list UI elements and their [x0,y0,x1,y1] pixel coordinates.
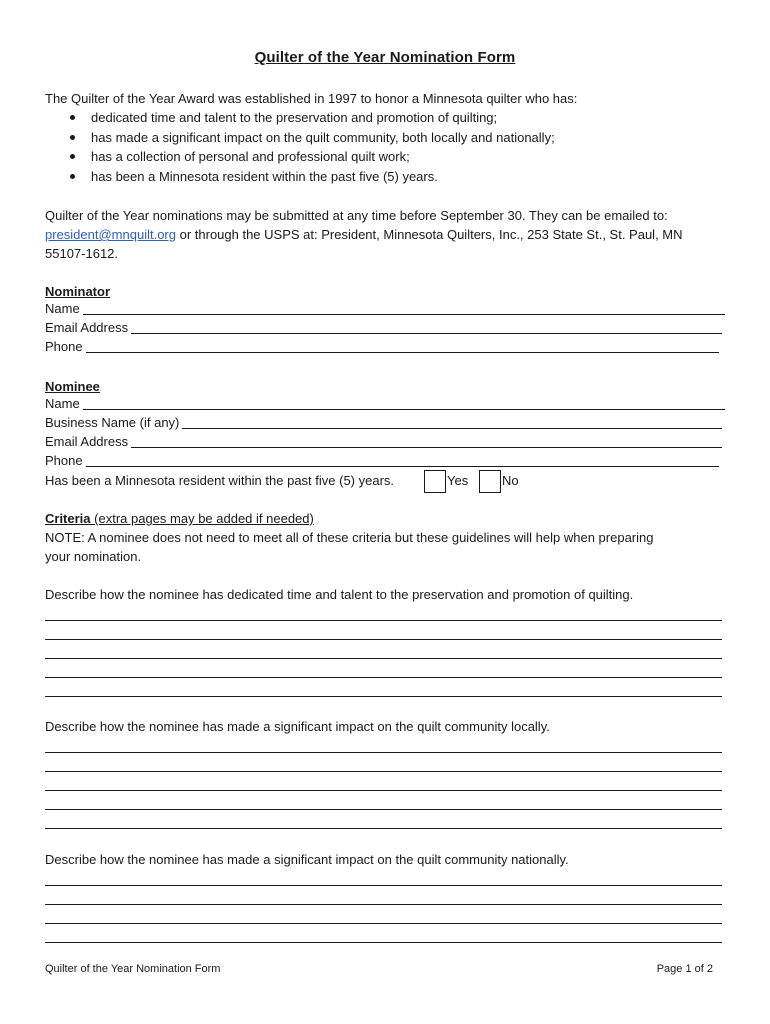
nominee-phone-input[interactable] [86,466,719,467]
nominator-name-input[interactable] [83,314,725,315]
award-criteria-list [68,108,555,187]
nominee-business-input[interactable] [182,428,722,429]
nominee-email-input[interactable] [131,447,722,448]
nominator-email-label: Email Address [45,320,129,335]
criteria-heading-line [45,509,314,528]
question-local-impact: Describe how the nominee has made a significant impact on the quilt community locally. [45,719,550,734]
answer-line[interactable] [45,677,722,678]
nominee-phone-label: Phone [45,453,83,468]
nominee-business-field [45,414,722,432]
criteria-note-line2: your nomination. [45,549,142,564]
nominee-heading: Nominee [45,379,100,394]
footer-form-title: Quilter of the Year Nomination Form [45,963,221,975]
nominee-email-label: Email Address [45,434,129,449]
nominator-email-input[interactable] [131,333,722,334]
answer-line[interactable] [45,639,722,640]
submission-text-line3: 55107-1612. [45,246,119,261]
criteria-heading: Criteria [45,511,91,526]
criteria-heading-note: (extra pages may be added if needed) [90,511,314,526]
nominee-name-label: Name [45,396,80,411]
answer-line[interactable] [45,658,722,659]
answer-line[interactable] [45,696,722,697]
criteria-note-line1: NOTE: A nominee does not need to meet all of these criteria but these guidelines will help when preparing [45,530,654,545]
nominee-name-field [45,395,725,413]
answer-line[interactable] [45,904,722,905]
resident-question: Has been a Minnesota resident within the past five (5) years. [45,473,395,488]
answer-line[interactable] [45,885,722,886]
answer-line[interactable] [45,790,722,791]
answer-line[interactable] [45,828,722,829]
nominator-email-field [45,319,722,337]
nominee-phone-field [45,452,719,470]
nominee-business-label: Business Name (if any) [45,415,180,430]
answer-line[interactable] [45,923,722,924]
submission-text-line2 [45,225,683,244]
nominee-name-input[interactable] [83,409,725,410]
question-dedication: Describe how the nominee has dedicated time and talent to the preservation and promotion of quilting. [45,587,634,602]
page-title: Quilter of the Year Nomination Form [254,49,516,66]
resident-yes-checkbox[interactable] [424,470,446,493]
intro-text: The Quilter of the Year Award was established in 1997 to honor a Minnesota quilter who has: [45,91,578,106]
nominator-heading: Nominator [45,284,110,299]
list-item: has been a Minnesota resident within the past five (5) years. [68,167,555,187]
president-email-link[interactable]: president@mnquilt.org [45,227,176,242]
list-item: has a collection of personal and professional quilt work; [68,147,555,167]
submission-text-line1: Quilter of the Year nominations may be submitted at any time before September 30. They can be emailed to: [45,208,668,223]
nominator-phone-field [45,338,719,356]
nominee-email-field [45,433,722,451]
nominator-phone-input[interactable] [86,352,719,353]
nominator-name-field [45,300,725,318]
submission-address: or through the USPS at: President, Minnesota Quilters, Inc., 253 State St., St. Paul, MN [175,227,683,242]
answer-line[interactable] [45,620,722,621]
question-national-impact: Describe how the nominee has made a significant impact on the quilt community nationally. [45,852,569,867]
resident-no-checkbox[interactable] [479,470,501,493]
nominator-name-label: Name [45,301,80,316]
nominator-phone-label: Phone [45,339,83,354]
answer-line[interactable] [45,771,722,772]
list-item: has made a significant impact on the quilt community, both locally and nationally; [68,128,555,148]
answer-line[interactable] [45,809,722,810]
answer-line[interactable] [45,942,722,943]
resident-no-label: No [502,473,519,488]
resident-yes-label: Yes [447,473,469,488]
footer-page-number: Page 1 of 2 [656,963,713,975]
answer-line[interactable] [45,752,722,753]
list-item: dedicated time and talent to the preservation and promotion of quilting; [68,108,555,128]
